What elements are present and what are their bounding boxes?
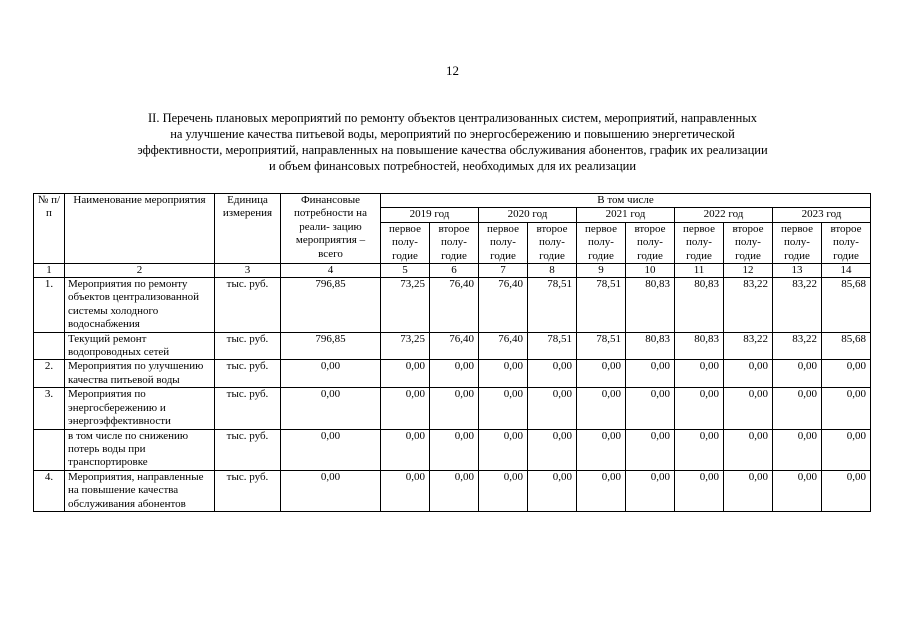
row-name: Текущий ремонт водопроводных сетей — [65, 332, 215, 360]
column-number: 13 — [773, 264, 822, 278]
row-total: 0,00 — [281, 470, 381, 511]
title-line: на улучшение качества питьевой воды, мероприятий по энергосбережению и повышению энергетической — [170, 127, 735, 141]
row-name: Мероприятия по энергосбережению и энергоэффективности — [65, 388, 215, 429]
table-body — [34, 194, 871, 512]
row-value: 83,22 — [773, 332, 822, 360]
row-total: 796,85 — [281, 278, 381, 333]
column-number: 12 — [724, 264, 773, 278]
column-number: 10 — [626, 264, 675, 278]
header-second-half: второе полу- годие — [724, 222, 773, 263]
header-second-half: второе полу- годие — [528, 222, 577, 263]
row-value: 0,00 — [430, 388, 479, 429]
header-name: Наименование мероприятия — [65, 194, 215, 264]
table-row — [34, 429, 871, 470]
row-value: 80,83 — [675, 332, 724, 360]
column-number: 7 — [479, 264, 528, 278]
row-value: 0,00 — [577, 429, 626, 470]
row-num — [34, 429, 65, 470]
column-number-row — [34, 264, 871, 278]
row-unit: тыс. руб. — [215, 278, 281, 333]
row-name: Мероприятия, направленные на повышение качества обслуживания абонентов — [65, 470, 215, 511]
row-num: 2. — [34, 360, 65, 388]
header-first-half: первое полу- годие — [675, 222, 724, 263]
header-year: 2021 год — [577, 208, 675, 222]
row-value: 0,00 — [675, 360, 724, 388]
row-total: 0,00 — [281, 360, 381, 388]
row-num: 3. — [34, 388, 65, 429]
row-value: 0,00 — [479, 429, 528, 470]
header-first-half: первое полу- годие — [773, 222, 822, 263]
row-value: 76,40 — [479, 332, 528, 360]
header-second-half: второе полу- годие — [822, 222, 871, 263]
row-num: 1. — [34, 278, 65, 333]
column-number: 3 — [215, 264, 281, 278]
column-number: 5 — [381, 264, 430, 278]
row-value: 0,00 — [724, 388, 773, 429]
row-value: 78,51 — [577, 278, 626, 333]
row-value: 0,00 — [381, 360, 430, 388]
row-value: 0,00 — [577, 388, 626, 429]
row-unit: тыс. руб. — [215, 429, 281, 470]
table-row — [34, 360, 871, 388]
row-value: 0,00 — [822, 429, 871, 470]
row-value: 80,83 — [626, 278, 675, 333]
document-title — [40, 110, 865, 174]
table-row — [34, 278, 871, 333]
header-first-half: первое полу- годие — [479, 222, 528, 263]
column-number: 14 — [822, 264, 871, 278]
row-unit: тыс. руб. — [215, 388, 281, 429]
row-value: 0,00 — [724, 360, 773, 388]
table-row — [34, 388, 871, 429]
row-value: 0,00 — [675, 470, 724, 511]
row-value: 0,00 — [479, 388, 528, 429]
table-row — [34, 332, 871, 360]
row-value: 76,40 — [479, 278, 528, 333]
row-total: 0,00 — [281, 429, 381, 470]
row-value: 0,00 — [675, 388, 724, 429]
row-total: 0,00 — [281, 388, 381, 429]
row-value: 80,83 — [675, 278, 724, 333]
measures-table — [33, 193, 871, 512]
row-value: 0,00 — [822, 360, 871, 388]
header-unit: Единица измерения — [215, 194, 281, 264]
row-value: 0,00 — [773, 470, 822, 511]
row-value: 83,22 — [773, 278, 822, 333]
row-value: 73,25 — [381, 332, 430, 360]
row-value: 0,00 — [822, 470, 871, 511]
row-value: 78,51 — [528, 278, 577, 333]
row-value: 0,00 — [626, 470, 675, 511]
header-num: № п/п — [34, 194, 65, 264]
title-line: и объем финансовых потребностей, необходимых для их реализации — [268, 159, 637, 173]
row-name: Мероприятия по ремонту объектов централизованной системы холодного водоснабжения — [65, 278, 215, 333]
row-value: 76,40 — [430, 278, 479, 333]
header-second-half: второе полу- годие — [430, 222, 479, 263]
column-number: 8 — [528, 264, 577, 278]
row-value: 0,00 — [724, 470, 773, 511]
row-value: 0,00 — [528, 429, 577, 470]
row-value: 0,00 — [822, 388, 871, 429]
table-row — [34, 470, 871, 511]
row-value: 78,51 — [528, 332, 577, 360]
column-number: 4 — [281, 264, 381, 278]
row-value: 0,00 — [381, 470, 430, 511]
title-line: эффективности, мероприятий, направленных на повышение качества обслуживания абонентов, график их реализации — [137, 143, 768, 157]
header-in-total: В том числе — [381, 194, 871, 208]
column-number: 11 — [675, 264, 724, 278]
header-second-half: второе полу- годие — [626, 222, 675, 263]
row-value: 0,00 — [381, 388, 430, 429]
header-finance: Финансовые потребности на реали- зацию мероприятия – всего — [281, 194, 381, 264]
row-value: 85,68 — [822, 332, 871, 360]
header-first-half: первое полу- годие — [577, 222, 626, 263]
row-num — [34, 332, 65, 360]
row-value: 0,00 — [479, 470, 528, 511]
row-value: 83,22 — [724, 278, 773, 333]
row-value: 0,00 — [381, 429, 430, 470]
column-number: 1 — [34, 264, 65, 278]
row-name: Мероприятия по улучшению качества питьевой воды — [65, 360, 215, 388]
row-value: 80,83 — [626, 332, 675, 360]
row-value: 0,00 — [528, 470, 577, 511]
row-value: 0,00 — [430, 429, 479, 470]
row-unit: тыс. руб. — [215, 360, 281, 388]
header-year: 2023 год — [773, 208, 871, 222]
row-value: 0,00 — [479, 360, 528, 388]
row-value: 85,68 — [822, 278, 871, 333]
row-name: в том числе по снижению потерь воды при транспортировке — [65, 429, 215, 470]
row-value: 73,25 — [381, 278, 430, 333]
row-value: 0,00 — [626, 388, 675, 429]
row-unit: тыс. руб. — [215, 470, 281, 511]
row-value: 0,00 — [626, 429, 675, 470]
row-value: 0,00 — [773, 429, 822, 470]
header-year: 2022 год — [675, 208, 773, 222]
row-value: 76,40 — [430, 332, 479, 360]
column-number: 9 — [577, 264, 626, 278]
row-value: 0,00 — [724, 429, 773, 470]
column-number: 6 — [430, 264, 479, 278]
column-number: 2 — [65, 264, 215, 278]
header-year: 2020 год — [479, 208, 577, 222]
row-total: 796,85 — [281, 332, 381, 360]
row-num: 4. — [34, 470, 65, 511]
row-value: 0,00 — [528, 388, 577, 429]
row-value: 78,51 — [577, 332, 626, 360]
header-row — [34, 194, 871, 208]
row-value: 0,00 — [773, 360, 822, 388]
row-value: 0,00 — [626, 360, 675, 388]
row-value: 0,00 — [528, 360, 577, 388]
title-line: II. Перечень плановых мероприятий по ремонту объектов централизованных систем, мероприятий, направленных — [148, 111, 757, 125]
row-value: 0,00 — [577, 360, 626, 388]
row-value: 0,00 — [430, 470, 479, 511]
header-first-half: первое полу- годие — [381, 222, 430, 263]
page-number: 12 — [446, 63, 459, 78]
row-value: 0,00 — [675, 429, 724, 470]
row-value: 0,00 — [577, 470, 626, 511]
row-value: 0,00 — [430, 360, 479, 388]
row-value: 0,00 — [773, 388, 822, 429]
row-value: 83,22 — [724, 332, 773, 360]
row-unit: тыс. руб. — [215, 332, 281, 360]
header-year: 2019 год — [381, 208, 479, 222]
